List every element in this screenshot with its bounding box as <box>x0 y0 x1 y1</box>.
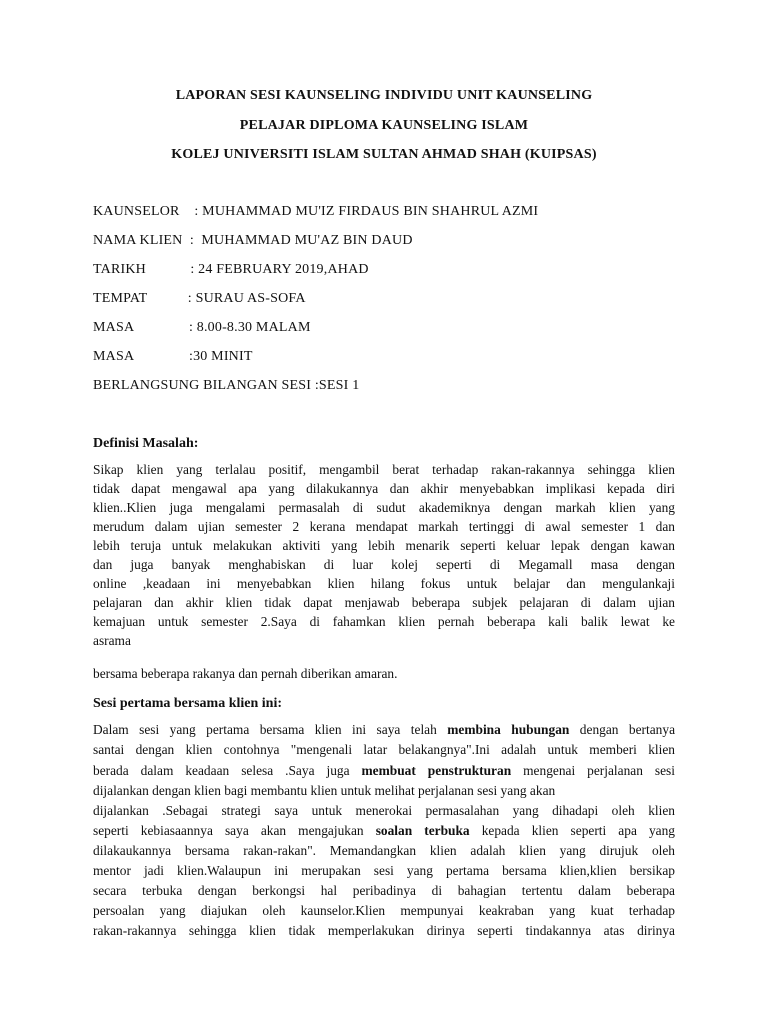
info-masa-duration: MASA :30 MINIT <box>93 349 253 364</box>
definisi-heading: Definisi Masalah: <box>93 436 199 451</box>
definisi-line: lebih teruja untuk melakukan aktiviti yang lebih menarik seperti keluar lepak dengan kawan <box>93 538 675 553</box>
definisi-line: klien..Klien juga mengalami permasalah di sudut akademiknya dengan markah klien yang <box>93 500 675 515</box>
sesi-pertama-heading: Sesi pertama bersama klien ini: <box>93 696 282 711</box>
definisi-line: Sikap klien yang terlalau positif, mengambil berat terhadap rakan-rakannya sehingga klien <box>93 462 675 477</box>
sesi-line: rakan-rakannya sehingga klien tidak memperlakukan dirinya seperti tindakannya atas dirinya <box>93 923 675 938</box>
keyword-membuat-penstrukturan: membuat penstrukturan <box>361 763 512 778</box>
report-title-line-2: PELAJAR DIPLOMA KAUNSELING ISLAM <box>239 118 529 133</box>
report-title-line-3: KOLEJ UNIVERSITI ISLAM SULTAN AHMAD SHAH (KUIPSAS) <box>171 147 597 162</box>
sesi-line <box>93 722 675 738</box>
definisi-line: asrama <box>93 633 131 648</box>
info-bilangan-sesi: BERLANGSUNG BILANGAN SESI :SESI 1 <box>93 378 360 393</box>
sesi-line: dijalankan dengan klien bagi membantu klien untuk melihat perjalanan sesi yang akan <box>93 783 556 798</box>
sesi-text: mengenai perjalanan sesi <box>511 763 675 778</box>
info-masa: MASA : 8.00-8.30 MALAM <box>93 320 311 335</box>
sesi-line: dijalankan .Sebagai strategi saya untuk menerokai permasalahan yang dihadapi oleh klien <box>93 803 675 818</box>
sesi-text: Dalam sesi yang pertama bersama klien ini saya telah <box>93 722 448 737</box>
sesi-line: mentor jadi klien.Walaupun ini merupakan sesi yang pertama bersama klien,klien bersikap <box>93 863 675 878</box>
info-nama-klien: NAMA KLIEN : MUHAMMAD MU'AZ BIN DAUD <box>93 233 413 248</box>
sesi-line: dilakaukannya bersama rakan-rakan". Memandangkan klien adalah klien yang dirujuk oleh <box>93 843 675 858</box>
definisi-line: tidak dapat mengawal apa yang dilakukannya dan akhir menyebabkan implikasi kepada diri <box>93 481 675 496</box>
sesi-line <box>93 763 675 779</box>
sesi-line <box>93 823 675 839</box>
sesi-line: secara terbuka dengan berkongsi hal peribadinya di bahagian tertentu dalam beberapa <box>93 883 675 898</box>
keyword-soalan-terbuka: soalan terbuka <box>375 823 470 838</box>
sesi-text: dengan bertanya <box>569 722 676 737</box>
report-title-line-1: LAPORAN SESI KAUNSELING INDIVIDU UNIT KAUNSELING <box>175 88 593 103</box>
info-kaunselor: KAUNSELOR : MUHAMMAD MU'IZ FIRDAUS BIN SHAHRUL AZMI <box>93 204 539 219</box>
keyword-membina-hubungan: membina hubungan <box>447 722 570 737</box>
sesi-line: persoalan yang diajukan oleh kaunselor.Klien mempunyai keakraban yang kuat terhadap <box>93 903 675 918</box>
definisi-line: pelajaran dan akhir klien tidak dapat menjawab beberapa subjek pelajaran di dalam ujian <box>93 595 675 610</box>
sesi-text: kepada klien seperti apa yang <box>469 823 675 838</box>
definisi-line: kemajuan untuk semester 2.Saya di fahamkan klien pernah beberapa kali balik lewat ke <box>93 614 675 629</box>
definisi-line: online ,keadaan ini menyebabkan klien hilang fokus untuk belajar dan mengulankaji <box>93 576 675 591</box>
sesi-text: berada dalam keadaan selesa .Saya juga <box>93 763 362 778</box>
definisi-last-line: bersama beberapa rakanya dan pernah diberikan amaran. <box>93 666 398 681</box>
sesi-text: seperti kebiasaannya saya akan mengajukan <box>93 823 376 838</box>
sesi-line: santai dengan klien contohnya "mengenali latar belakangnya".Ini adalah untuk memberi klien <box>93 742 675 757</box>
definisi-line: merudum dalam ujian semester 2 kerana mendapat markah tertinggi di awal semester 1 dan <box>93 519 675 534</box>
info-tempat: TEMPAT : SURAU AS-SOFA <box>93 291 306 306</box>
definisi-line: dan juga banyak menghabiskan di luar kolej seperti di Megamall masa dengan <box>93 557 675 572</box>
info-tarikh: TARIKH : 24 FEBRUARY 2019,AHAD <box>93 262 369 277</box>
